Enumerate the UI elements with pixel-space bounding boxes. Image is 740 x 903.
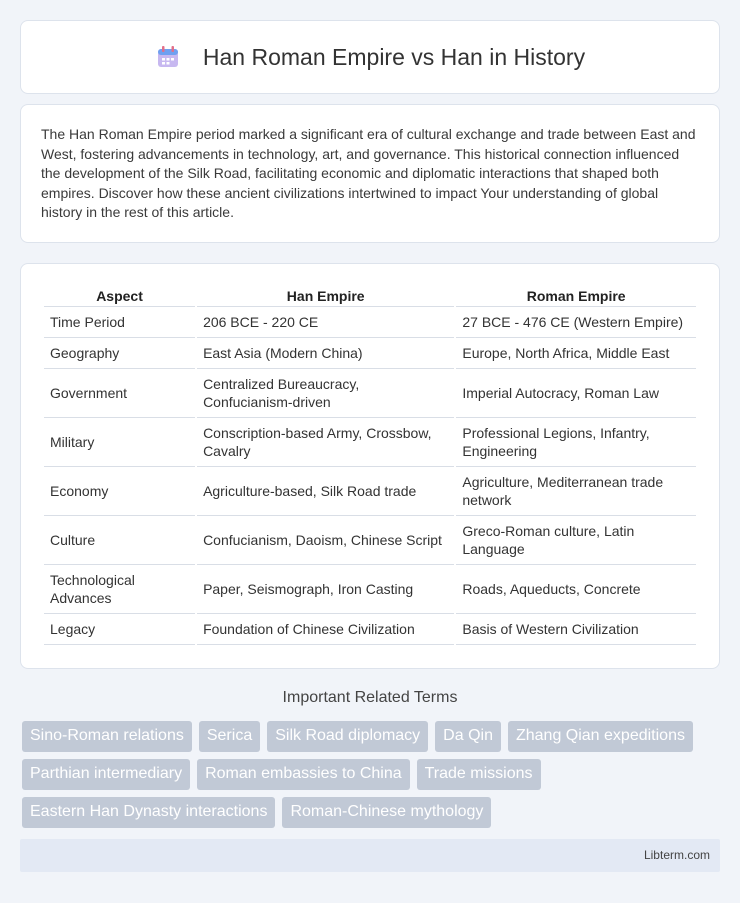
column-header-roman: Roman Empire <box>456 284 696 307</box>
comparison-table <box>42 284 698 645</box>
table-row <box>44 516 696 565</box>
related-term-tag[interactable]: Serica <box>199 721 260 752</box>
column-header-aspect: Aspect <box>44 284 195 307</box>
page-title: Han Roman Empire vs Han in History <box>202 43 586 70</box>
table-header-row <box>44 284 696 307</box>
footer <box>20 839 720 872</box>
row-roman: Imperial Autocracy, Roman Law <box>456 369 696 418</box>
row-roman: 27 BCE - 476 CE (Western Empire) <box>456 307 696 338</box>
row-aspect: Government <box>44 369 195 418</box>
table-row <box>44 614 696 645</box>
row-aspect: Legacy <box>44 614 195 645</box>
header-card <box>20 20 720 94</box>
table-row <box>44 467 696 516</box>
table-row <box>44 565 696 614</box>
row-han: Centralized Bureaucracy, Confucianism-driven <box>197 369 454 418</box>
row-han: 206 BCE - 220 CE <box>197 307 454 338</box>
intro-card <box>20 104 720 243</box>
related-term-tag[interactable]: Silk Road diplomacy <box>267 721 428 752</box>
column-header-han: Han Empire <box>197 284 454 307</box>
related-term-tag[interactable]: Zhang Qian expeditions <box>508 721 693 752</box>
row-aspect: Technological Advances <box>44 565 195 614</box>
footer-brand-link[interactable]: Libterm.com <box>643 848 710 862</box>
related-term-tag[interactable]: Da Qin <box>435 721 501 752</box>
row-aspect: Geography <box>44 338 195 369</box>
row-roman: Professional Legions, Infantry, Engineering <box>456 418 696 467</box>
related-term-tag[interactable]: Sino-Roman relations <box>22 721 192 752</box>
table-row <box>44 418 696 467</box>
row-han: Conscription-based Army, Crossbow, Cavalry <box>197 418 454 467</box>
row-aspect: Culture <box>44 516 195 565</box>
row-aspect: Time Period <box>44 307 195 338</box>
row-han: Confucianism, Daoism, Chinese Script <box>197 516 454 565</box>
row-aspect: Economy <box>44 467 195 516</box>
row-han: Agriculture-based, Silk Road trade <box>197 467 454 516</box>
related-term-tag[interactable]: Roman-Chinese mythology <box>282 797 491 828</box>
row-roman: Agriculture, Mediterranean trade network <box>456 467 696 516</box>
related-terms-title: Important Related Terms <box>282 689 458 706</box>
row-aspect: Military <box>44 418 195 467</box>
table-row <box>44 338 696 369</box>
row-roman: Basis of Western Civilization <box>456 614 696 645</box>
related-term-tag[interactable]: Roman embassies to China <box>197 759 410 790</box>
row-han: Paper, Seismograph, Iron Casting <box>197 565 454 614</box>
row-han: East Asia (Modern China) <box>197 338 454 369</box>
intro-paragraph: The Han Roman Empire period marked a significant era of cultural exchange and trade between East and West, fostering advancements in technology, art, and governance. This historical connection influenced the development of the Silk Road, facilitating economic and diplomatic interactions that shaped both empires. Discover how these ancient civilizations intertwined to impact Your understanding of global history in the rest of this article. <box>41 126 696 220</box>
related-term-tag[interactable]: Parthian intermediary <box>22 759 190 790</box>
row-roman: Greco-Roman culture, Latin Language <box>456 516 696 565</box>
related-terms-list <box>22 721 722 835</box>
table-row <box>44 369 696 418</box>
row-roman: Europe, North Africa, Middle East <box>456 338 696 369</box>
calendar-icon <box>155 44 181 70</box>
row-han: Foundation of Chinese Civilization <box>197 614 454 645</box>
comparison-table-card <box>20 263 720 669</box>
table-row <box>44 307 696 338</box>
row-roman: Roads, Aqueducts, Concrete <box>456 565 696 614</box>
related-term-tag[interactable]: Eastern Han Dynasty interactions <box>22 797 275 828</box>
related-term-tag[interactable]: Trade missions <box>417 759 541 790</box>
